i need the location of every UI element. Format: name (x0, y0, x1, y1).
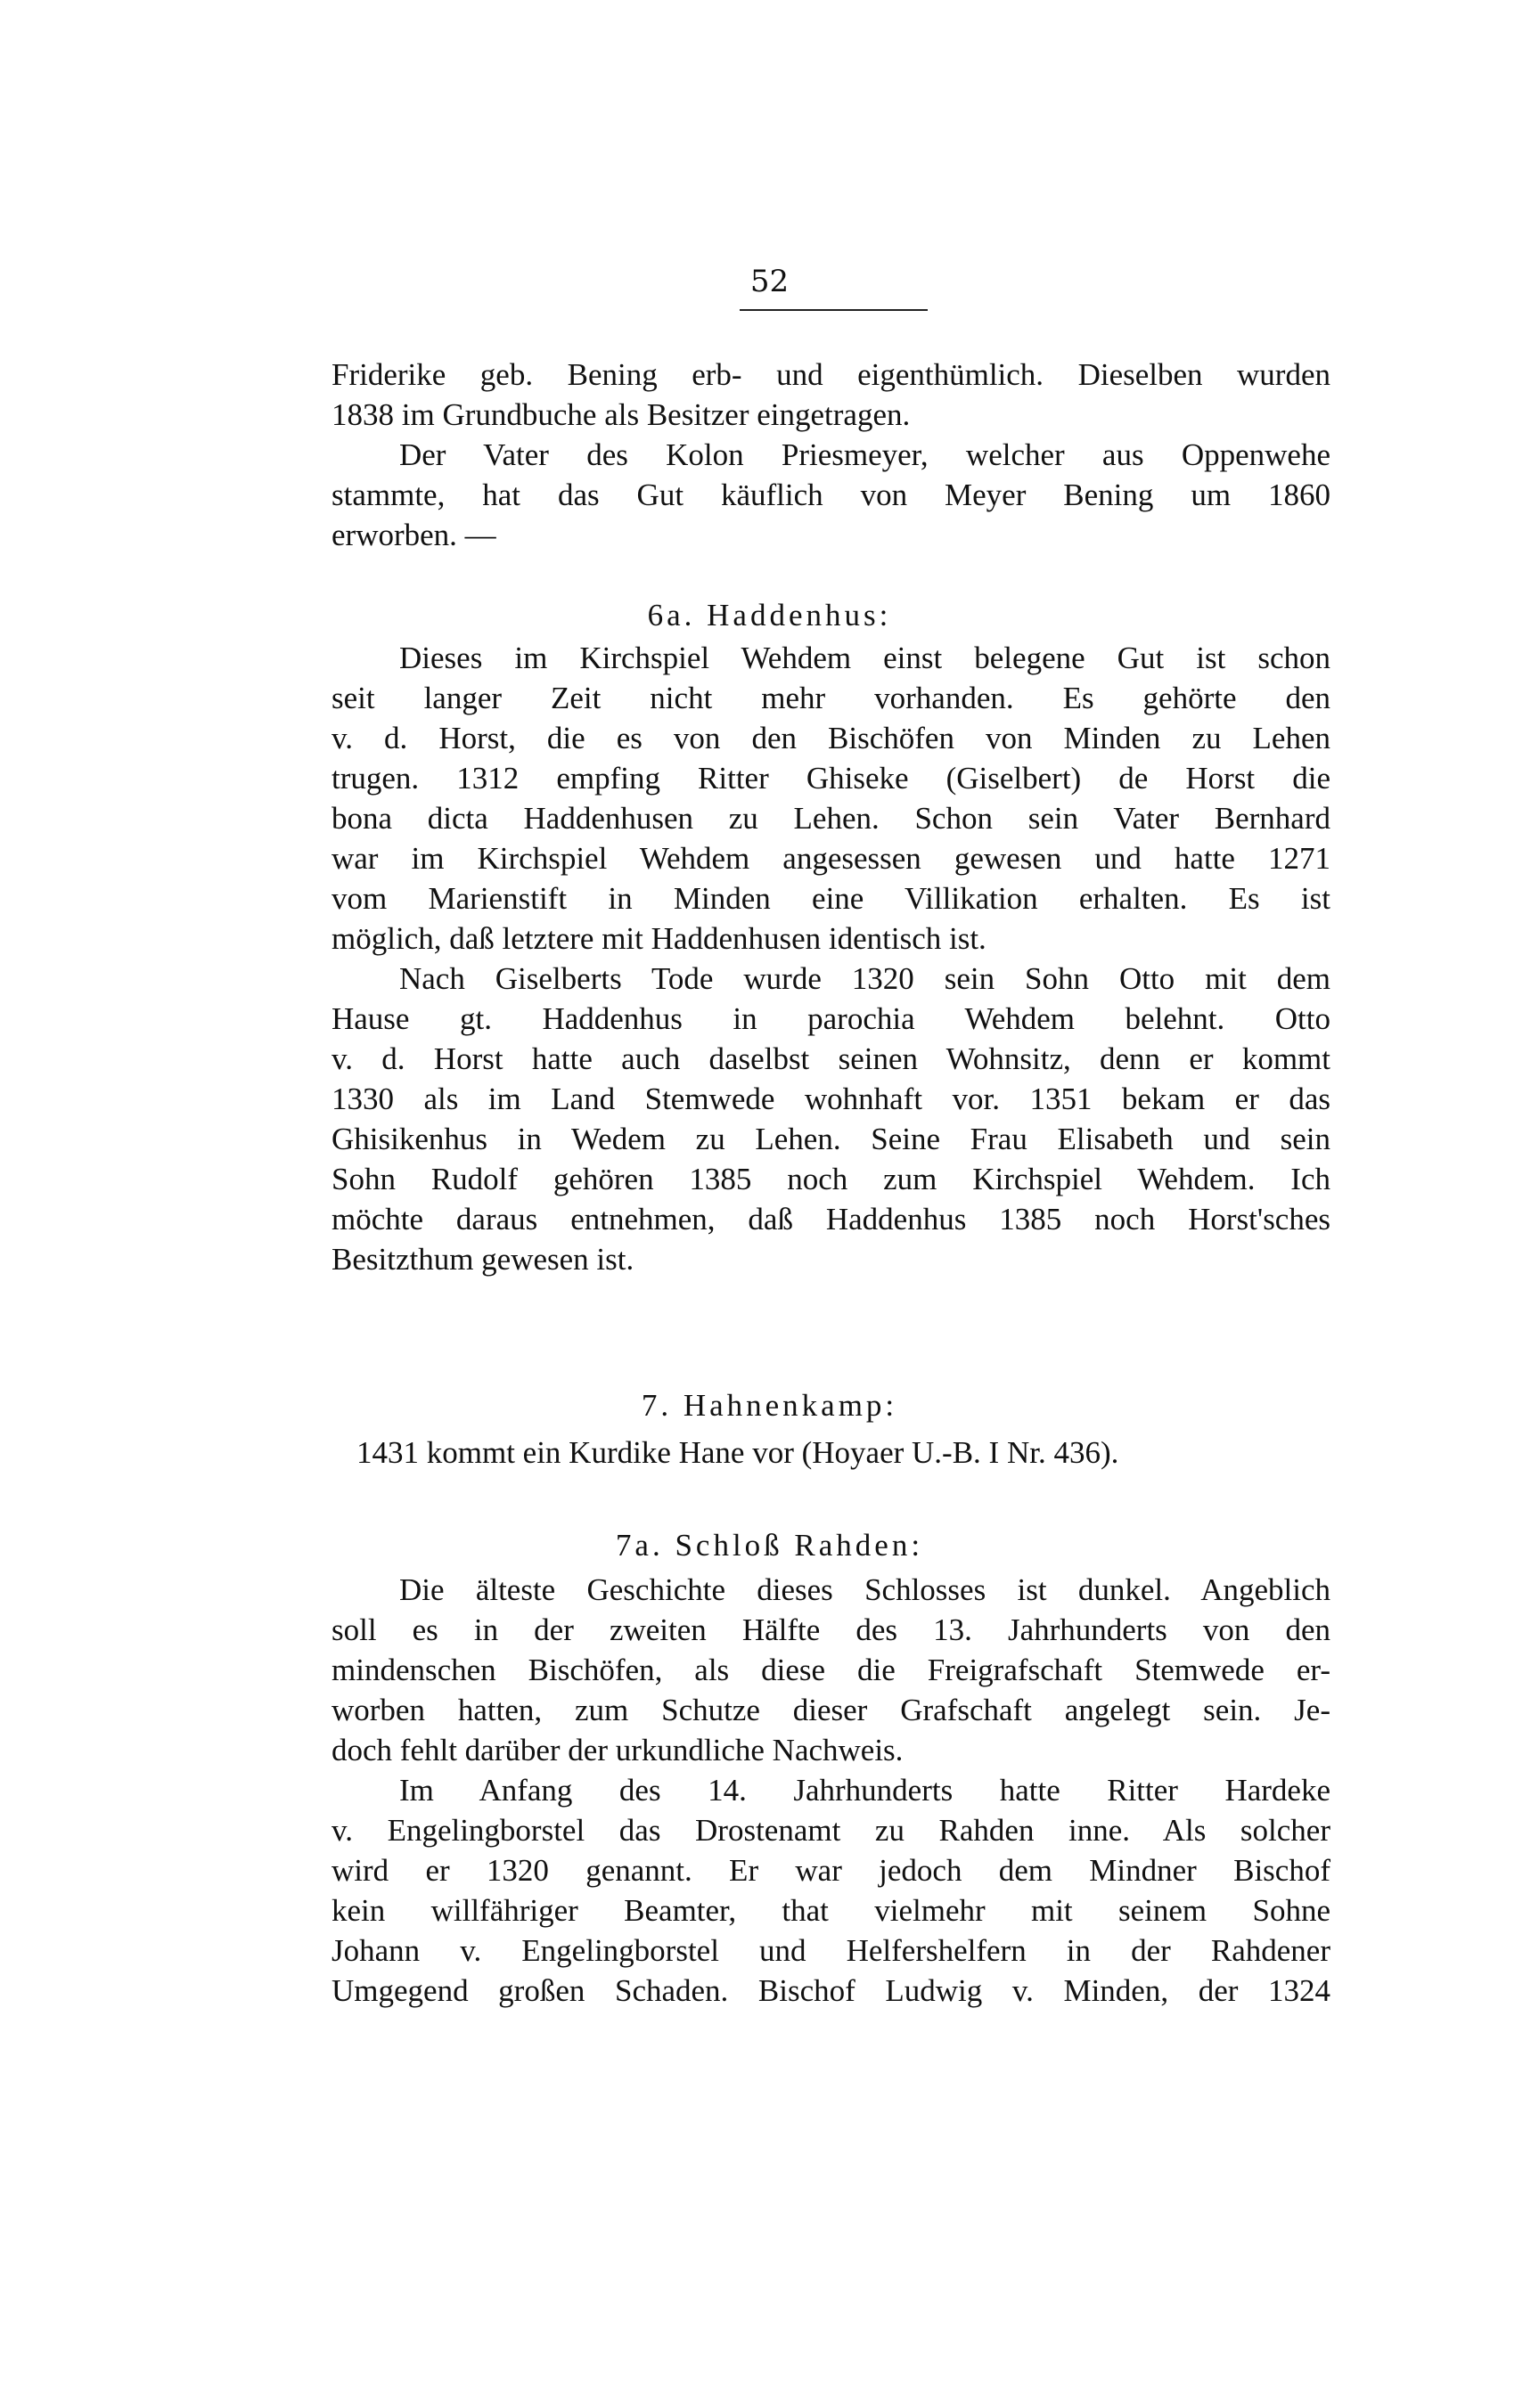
text-line: mindenschen Bischöfen, als diese die Freigrafschaft Stemwede er- (332, 1653, 1330, 1687)
text-line: Der Vater des Kolon Priesmeyer, welcher aus Oppenwehe (399, 437, 1330, 472)
text-line: Umgegend großen Schaden. Bischof Ludwig v. Minden, der 1324 (332, 1973, 1330, 2008)
text-line: wird er 1320 genannt. Er war jedoch dem Mindner Bischof (332, 1853, 1330, 1888)
text-line: Die älteste Geschichte dieses Schlosses ist dunkel. Angeblich (399, 1572, 1330, 1607)
text-line: doch fehlt darüber der urkundliche Nachweis. (332, 1733, 904, 1767)
text-line: 1838 im Grundbuche als Besitzer eingetragen. (332, 397, 911, 432)
text-line: möglich, daß letztere mit Haddenhusen identisch ist. (332, 921, 986, 956)
text-line: v. d. Horst hatte auch daselbst seinen Wohnsitz, denn er kommt (332, 1041, 1330, 1076)
section-heading-7: 7. Hahnenkamp: (641, 1388, 898, 1423)
text-line: 1330 als im Land Stemwede wohnhaft vor. 1351 bekam er das (332, 1082, 1330, 1116)
text-line: stammte, hat das Gut käuflich von Meyer Bening um 1860 (332, 478, 1330, 512)
text-line: soll es in der zweiten Hälfte des 13. Jahrhunderts von den (332, 1612, 1330, 1647)
page-number-rule (740, 309, 928, 311)
text-line: Johann v. Engelingborstel und Helfershelfern in der Rahdener (332, 1933, 1330, 1968)
section-heading-7a: 7a. Schloß Rahden: (615, 1528, 924, 1563)
text-line: worben hatten, zum Schutze dieser Grafschaft angelegt sein. Je- (332, 1693, 1330, 1727)
text-line: v. d. Horst, die es von den Bischöfen von Minden zu Lehen (332, 721, 1330, 755)
text-line: erworben. — (332, 518, 496, 552)
text-line: Ghisikenhus in Wedem zu Lehen. Seine Frau Elisabeth und sein (332, 1122, 1330, 1156)
text-line: war im Kirchspiel Wehdem angesessen gewesen und hatte 1271 (332, 841, 1330, 876)
text-line: bona dicta Haddenhusen zu Lehen. Schon sein Vater Bernhard (332, 801, 1330, 836)
text-line: Im Anfang des 14. Jahrhunderts hatte Ritter Hardeke (399, 1773, 1330, 1808)
text-line: Dieses im Kirchspiel Wehdem einst belegene Gut ist schon (399, 641, 1330, 675)
text-line: seit langer Zeit nicht mehr vorhanden. Es gehörte den (332, 681, 1330, 715)
text-line: möchte daraus entnehmen, daß Haddenhus 1385 noch Horst'sches (332, 1202, 1330, 1237)
text-line: v. Engelingborstel das Drostenamt zu Rahden inne. Als solcher (332, 1813, 1330, 1848)
text-line: Friderike geb. Bening erb- und eigenthümlich. Dieselben wurden (332, 357, 1330, 392)
text-line: Besitzthum gewesen ist. (332, 1242, 634, 1277)
text-line: vom Marienstift in Minden eine Villikation erhalten. Es ist (332, 881, 1330, 916)
text-line: Nach Giselberts Tode wurde 1320 sein Sohn Otto mit dem (399, 961, 1330, 996)
section-heading-6a: 6a. Haddenhus: (647, 598, 892, 633)
text-line: kein willfähriger Beamter, that vielmehr mit seinem Sohne (332, 1893, 1330, 1928)
text-line: Hause gt. Haddenhus in parochia Wehdem belehnt. Otto (332, 1001, 1330, 1036)
text-line: trugen. 1312 empfing Ritter Ghiseke (Giselbert) de Horst die (332, 761, 1330, 796)
page-number: 52 (749, 264, 790, 299)
text-line: 1431 kommt ein Kurdike Hane vor (Hoyaer U.-B. I Nr. 436). (356, 1435, 1119, 1470)
text-line: Sohn Rudolf gehören 1385 noch zum Kirchspiel Wehdem. Ich (332, 1162, 1330, 1196)
